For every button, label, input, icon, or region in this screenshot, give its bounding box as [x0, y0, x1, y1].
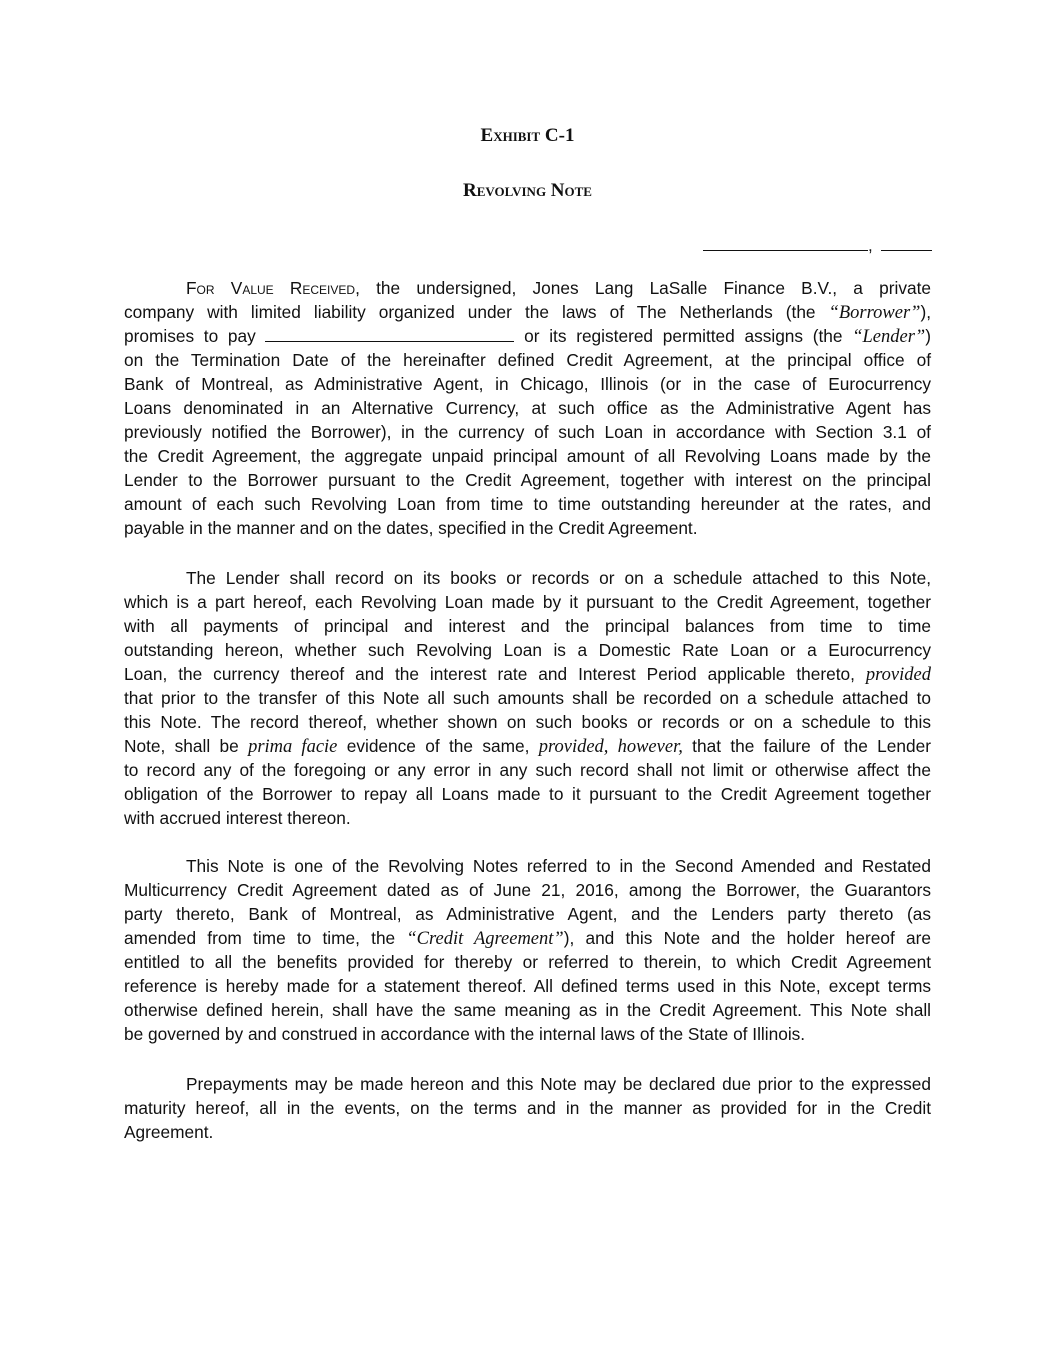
text-segment: party thereto, Bank of Montreal, as Administrative Agent, and the Lenders party thereto (as — [124, 904, 931, 924]
date-line — [703, 236, 932, 256]
text-segment: promises to pay — [124, 326, 266, 346]
text-segment: The Lender shall record on its books or records or on a schedule attached to this Note, — [186, 568, 931, 588]
payee-blank — [265, 326, 514, 342]
year-blank — [881, 236, 932, 251]
text-line — [124, 1120, 931, 1144]
text-segment: amended from time to time, the — [124, 928, 407, 948]
exhibit-heading: Exhibit C-1 — [480, 125, 575, 146]
text-line — [124, 662, 931, 686]
text-segment: Multicurrency Credit Agreement dated as of June 21, 2016, among the Borrower, the Guarantors — [124, 880, 931, 900]
text-line — [124, 614, 931, 638]
date-blank — [703, 236, 868, 251]
text-segment: reference is hereby made for a statement thereof. All defined terms used in this Note, except terms — [124, 976, 931, 996]
text-line — [124, 806, 931, 830]
text-segment: with all payments of principal and interest and the principal balances from time to time — [124, 616, 931, 636]
text-segment: amount of each such Revolving Loan from time to time outstanding hereunder at the rates, and — [124, 494, 931, 514]
text-segment: company with limited liability organized under the laws of The Netherlands (the — [124, 302, 829, 322]
text-segment: For Value Received — [186, 278, 356, 298]
text-segment: be governed by and construed in accordance with the internal laws of the State of Illinois. — [124, 1024, 806, 1044]
text-line — [124, 396, 931, 420]
text-segment: Note, shall be — [124, 736, 249, 756]
text-line — [124, 420, 931, 444]
text-segment: payable in the manner and on the dates, specified in the Credit Agreement. — [124, 518, 698, 538]
document-title: Revolving Note — [463, 180, 592, 201]
text-line — [124, 782, 931, 806]
text-segment: Prepayments may be made hereon and this Note may be declared due prior to the expressed — [186, 1074, 931, 1094]
defined-term: “Credit Agreement” — [406, 929, 564, 949]
text-line — [124, 348, 931, 372]
text-segment: ), — [920, 302, 931, 322]
text-segment: Agreement. — [124, 1122, 214, 1142]
text-line — [124, 878, 931, 902]
defined-term: prima facie — [248, 737, 338, 757]
paragraph-prepayments — [124, 1072, 931, 1144]
text-segment: otherwise defined herein, shall have the same meaning as in the Credit Agreement. This Note shall — [124, 1000, 931, 1020]
text-segment: ), and this Note and the holder hereof are — [563, 928, 931, 948]
text-line — [124, 324, 931, 348]
text-segment: outstanding hereon, whether such Revolving Loan is a Domestic Rate Loan or a Eurocurrency — [124, 640, 931, 660]
defined-term: provided, however, — [538, 737, 683, 757]
text-line — [124, 998, 931, 1022]
text-line — [124, 590, 931, 614]
text-segment: Bank of Montreal, as Administrative Agent, in Chicago, Illinois (or in the case of Eurocurrency — [124, 374, 931, 394]
text-segment: that the failure of the Lender — [682, 736, 931, 756]
text-line — [124, 686, 931, 710]
text-line — [124, 710, 931, 734]
text-segment: on the Termination Date of the hereinafter defined Credit Agreement, at the principal office of — [124, 350, 931, 370]
text-line — [124, 468, 931, 492]
text-segment: This Note is one of the Revolving Notes referred to in the Second Amended and Restated — [186, 856, 931, 876]
text-line — [124, 854, 931, 878]
text-segment: ) — [925, 326, 931, 346]
text-segment: , the undersigned, Jones Lang LaSalle Finance B.V., a private — [355, 278, 932, 298]
defined-term: “Lender” — [852, 327, 926, 347]
text-line — [124, 734, 931, 758]
text-segment: previously notified the Borrower), in the currency of such Loan in accordance with Section 3.1 of — [124, 422, 931, 442]
text-segment: obligation of the Borrower to repay all Loans made to it pursuant to the Credit Agreement together — [124, 784, 931, 804]
text-line — [124, 492, 931, 516]
text-segment: which is a part hereof, each Revolving Loan made by it pursuant to the Credit Agreement, together — [124, 592, 931, 612]
paragraph-value-received — [124, 276, 931, 540]
date-separator: , — [868, 236, 873, 255]
text-segment: this Note. The record thereof, whether shown on such books or records or on a schedule to this — [124, 712, 931, 732]
paragraph-lender-records — [124, 566, 931, 830]
text-segment: Loan, the currency thereof and the interest rate and Interest Period applicable thereto, — [124, 664, 866, 684]
text-line — [124, 1072, 931, 1096]
text-line — [124, 950, 931, 974]
text-line — [124, 974, 931, 998]
paragraph-credit-agreement — [124, 854, 931, 1046]
text-line — [124, 276, 931, 300]
text-segment: evidence of the same, — [337, 736, 539, 756]
text-line — [124, 638, 931, 662]
defined-term: provided — [865, 665, 931, 685]
text-line — [124, 1022, 931, 1046]
defined-term: “Borrower” — [828, 303, 921, 323]
text-segment: maturity hereof, all in the events, on the terms and in the manner as provided for in the Credit — [124, 1098, 931, 1118]
text-line — [124, 516, 931, 540]
text-line — [124, 372, 931, 396]
text-segment: to record any of the foregoing or any error in any such record shall not limit or otherwise affect the — [124, 760, 931, 780]
text-segment: with accrued interest thereon. — [124, 808, 351, 828]
text-segment: that prior to the transfer of this Note all such amounts shall be recorded on a schedule attached to — [124, 688, 931, 708]
text-segment: or its registered permitted assigns (the — [514, 326, 853, 346]
text-line — [124, 300, 931, 324]
text-line — [124, 902, 931, 926]
text-segment: Loans denominated in an Alternative Currency, at such office as the Administrative Agent has — [124, 398, 931, 418]
text-line — [124, 926, 931, 950]
text-line — [124, 1096, 931, 1120]
text-line — [124, 758, 931, 782]
text-line — [124, 444, 931, 468]
text-segment: Lender to the Borrower pursuant to the Credit Agreement, together with interest on the principal — [124, 470, 931, 490]
text-segment: the Credit Agreement, the aggregate unpaid principal amount of all Revolving Loans made by the — [124, 446, 931, 466]
text-segment: entitled to all the benefits provided for thereby or referred to therein, to which Credit Agreement — [124, 952, 931, 972]
text-line — [124, 566, 931, 590]
